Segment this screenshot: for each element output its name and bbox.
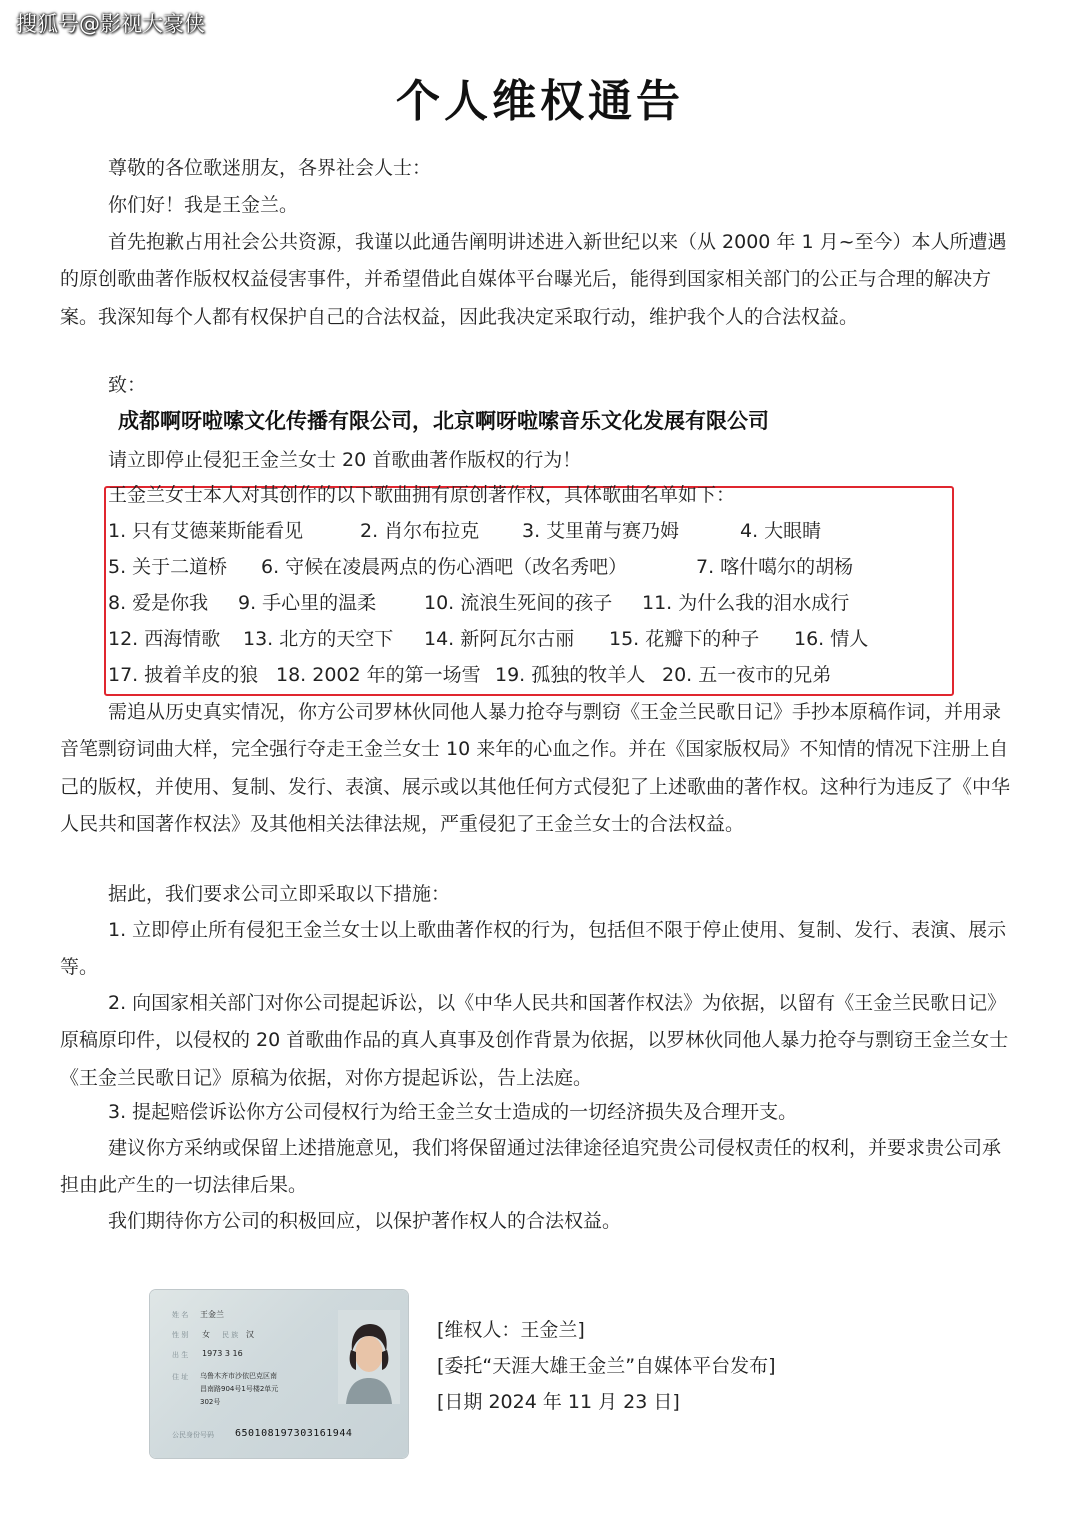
id-ethnic-label: 民 族 [222,1331,239,1339]
song-item: 2. 肖尔布拉克 [360,520,480,542]
song-item: 12. 西海情歌 [108,628,221,650]
song-row-1 [108,513,1008,549]
page-title: 个人维权通告 [396,76,684,127]
song-item: 11. 为什么我的泪水成行 [642,592,850,614]
signature-publisher: [委托“天涯大雄王金兰”自媒体平台发布] [437,1355,776,1377]
id-card-photo [150,1290,408,1458]
song-item: 19. 孤独的牧羊人 [495,664,646,686]
greeting: 尊敬的各位歌迷朋友，各界社会人士： [108,157,432,179]
song-item: 10. 流浪生死间的孩子 [424,592,613,614]
song-item: 8. 爱是你我 [108,592,209,614]
id-birth: 1973 3 16 [202,1349,243,1358]
song-item: 3. 艾里莆与赛乃姆 [522,520,680,542]
song-item: 18. 2002 年的第一场雪 [276,664,481,686]
id-address-line: 乌鲁木齐市沙依巴克区南 [200,1372,277,1380]
id-number-label: 公民身份号码 [172,1431,214,1439]
id-sex-label: 性 别 [172,1331,189,1339]
id-number: 650108197303161944 [235,1428,353,1439]
song-row-2 [108,549,1008,585]
signature-date: [日期 2024 年 11 月 23 日] [437,1391,680,1413]
id-ethnic: 汉 [246,1330,254,1339]
song-item: 16. 情人 [794,628,869,650]
id-birth-label: 出 生 [172,1351,189,1359]
history-paragraph: 需追从历史真实情况，你方公司罗林伙同他人暴力抢夺与剽窃《王金兰民歌日记》手抄本原稿作词，并用录音笔剽窃词曲大样，完全强行夺走王金兰女士 10 来年的心血之作。并在《国家版权局》不知情的情况下注册上自己的版权，并使用、复制、发行、表演、展示或以其他任何方式侵犯了上述歌曲的著作权。这种行为违反了《中华人民共和国著作权法》及其他相关法律法规，严重侵犯了王金兰女士的合法权益。 [60,701,1011,835]
id-sex: 女 [202,1330,210,1339]
song-item: 7. 喀什噶尔的胡杨 [696,556,854,578]
id-name: 王金兰 [200,1310,224,1319]
song-row-5 [108,657,1008,693]
id-address-line: 昌南路904号1号楼2单元 [200,1385,279,1393]
signature-claimant: [维权人：王金兰] [437,1319,585,1341]
watermark: 搜狐号@影视大豪侠 [16,12,205,36]
song-row-3 [108,585,1008,621]
song-item: 20. 五一夜市的兄弟 [662,664,832,686]
id-address-line: 302号 [200,1398,221,1406]
song-row-4 [108,621,1008,657]
closing-line: 我们期待你方公司的积极回应，以保护著作权人的合法权益。 [108,1210,622,1232]
song-item: 9. 手心里的温柔 [238,592,377,614]
song-list-intro: 王金兰女士本人对其创作的以下歌曲拥有原创著作权，具体歌曲名单如下： [108,484,736,506]
stop-demand: 请立即停止侵犯王金兰女士 20 首歌曲著作版权的行为！ [108,449,582,471]
song-item: 15. 花瓣下的种子 [609,628,760,650]
intro-paragraph: 首先抱歉占用社会公共资源，我谨以此通告阐明讲述进入新世纪以来（从 2000 年 1 月~至今）本人所遭遇的原创歌曲著作版权权益侵害事件，并希望借此自媒体平台曝光后，能得到国家相关部门的公正与合理的解决方案。我深知每个人都有权保护自己的合法权益，因此我决定采取行动，维护我个人的合法权益。 [60,231,1007,328]
measure-1: 1. 立即停止所有侵犯王金兰女士以上歌曲著作权的行为，包括但不限于停止使用、复制、发行、表演、展示等。 [60,919,1007,979]
song-item: 4. 大眼睛 [740,520,822,542]
to-label: 致： [108,374,147,396]
portrait-photo [338,1310,400,1404]
id-address-label: 住 址 [172,1373,189,1381]
measures-intro: 据此，我们要求公司立即采取以下措施： [108,883,451,905]
song-item: 17. 披着羊皮的狼 [108,664,259,686]
song-item: 5. 关于二道桥 [108,556,228,578]
measure-2: 2. 向国家相关部门对你公司提起诉讼，以《中华人民共和国著作权法》为依据，以留有《王金兰民歌日记》原稿原印件，以侵权的 20 首歌曲作品的真人真事及创作背景为依据，以罗林伙同他人暴力抢夺与剽窃王金兰女士《王金兰民歌日记》原稿为依据，对你方提起诉讼，告上法庭。 [60,992,1009,1089]
target-companies: 成都啊呀啦嗦文化传播有限公司，北京啊呀啦嗦音乐文化发展有限公司 [118,409,769,433]
id-name-label: 姓 名 [172,1311,189,1319]
song-item: 1. 只有艾德莱斯能看见 [108,520,304,542]
song-item: 13. 北方的天空下 [243,628,394,650]
suggestion-paragraph: 建议你方采纳或保留上述措施意见，我们将保留通过法律途径追究贵公司侵权责任的权利，并要求贵公司承担由此产生的一切法律后果。 [60,1137,1002,1197]
song-item: 14. 新阿瓦尔古丽 [424,628,575,650]
hello-line: 你们好！我是王金兰。 [108,194,299,216]
song-item: 6. 守候在凌晨两点的伤心酒吧（改名秀吧） [261,556,628,578]
measure-3: 3. 提起赔偿诉讼你方公司侵权行为给王金兰女士造成的一切经济损失及合理开支。 [108,1101,798,1123]
